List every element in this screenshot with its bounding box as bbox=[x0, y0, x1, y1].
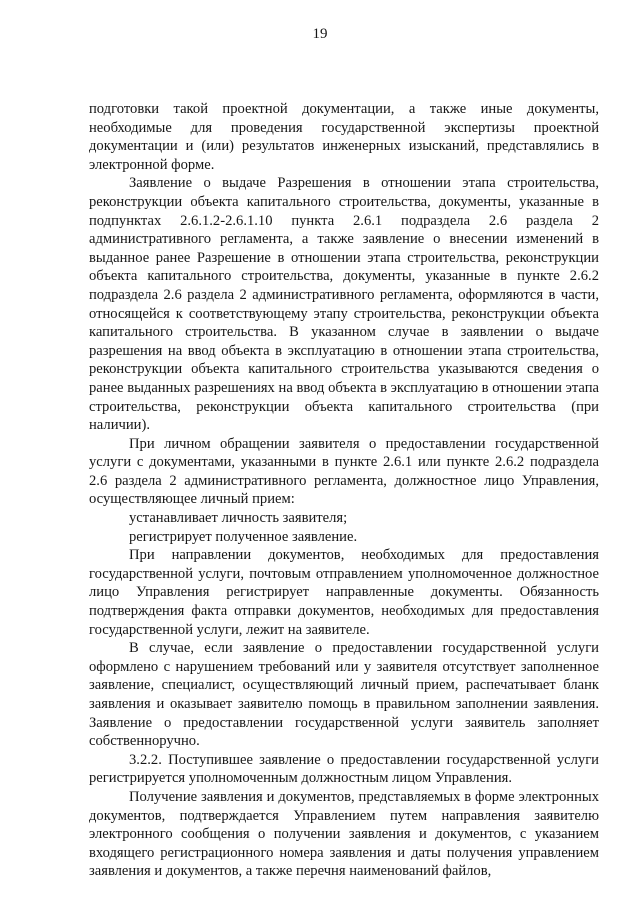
paragraph-electronic-receipt: Получение заявления и документов, представляемых в форме электронных документов, подтверждается Управлением путем направления заявителю электронного сообщения о получении заявления и документов, с указанием входящего регистрационного номера заявления и даты получения управлением заявления и документов, а также перечня наименований файлов, bbox=[89, 788, 599, 880]
paragraph-clause-3-2-2: 3.2.2. Поступившее заявление о предоставлении государственной услуги регистрируется уполномоченным должностным лицом Управления. bbox=[89, 751, 599, 787]
paragraph-personal-visit: При личном обращении заявителя о предоставлении государственной услуги с документами, указанными в пункте 2.6.1 или пункте 2.6.2 подраздела 2.6 раздела 2 административного регламента, должностное лицо Управления, осуществляющее личный прием: bbox=[89, 435, 599, 508]
list-item-identify-applicant: устанавливает личность заявителя; bbox=[129, 510, 348, 527]
paragraph-stage-application: Заявление о выдаче Разрешения в отношении этапа строительства, реконструкции объекта капитального строительства, документы, указанные в подпунктах 2.6.1.2-2.6.1.10 пункта 2.6.1 подраздела 2.6 раздела 2 административного регламента, а также заявление о внесении изменений в выданное ранее Разрешение в отношении этапа строительства, реконструкции объекта капитального строительства, документы, указанные в пункте 2.6.2 подраздела 2.6 раздела 2 административного регламента, оформляются в части, относящейся к соответствующему этапу строительства, реконструкции объекта капитального строительства. В указанном случае в заявлении о выдаче разрешения на ввод объекта в эксплуатацию в отношении этапа строительства, реконструкции объекта капитального строительства указываются сведения о ранее выданных разрешениях на ввод объекта в эксплуатацию в отношении этапа строительства, реконструкции объекта капитального строительства (при наличии). bbox=[89, 175, 599, 434]
paragraph-continuation: подготовки такой проектной документации, а также иные документы, необходимые для проведения государственной экспертизы проектной документации и (или) результатов инженерных изысканий, представлялись в электронной форме. bbox=[89, 101, 599, 173]
page-number: 19 bbox=[312, 26, 328, 42]
document-body bbox=[89, 100, 599, 881]
paragraph-application-errors: В случае, если заявление о предоставлении государственной услуги оформлено с нарушением требований или у заявителя отсутствует заполненное заявление, специалист, осуществляющий личный прием, распечатывает бланк заявления и оказывает заявителю помощь в правильном заполнении заявления. Заявление о предоставлении государственной услуги заявитель заполняет собственноручно. bbox=[89, 640, 599, 750]
list-item-register-application: регистрирует полученное заявление. bbox=[129, 528, 358, 545]
paragraph-postal-submission: При направлении документов, необходимых для предоставления государственной услуги, почтовым отправлением уполномоченное должностное лицо Управления регистрирует направленные документы. Обязанность подтверждения факта отправки документов, необходимых для предоставления государственной услуги, лежит на заявителе. bbox=[89, 547, 599, 638]
